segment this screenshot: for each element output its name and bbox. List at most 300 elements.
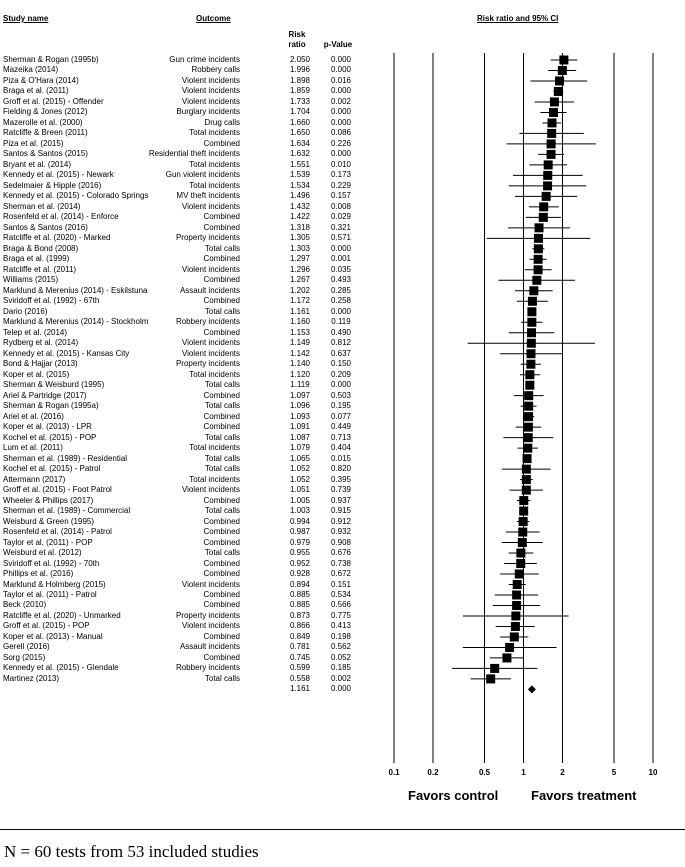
study-risk-ratio: 0.885 [289, 589, 311, 599]
study-name: Bond & Hajjar (2013) [3, 359, 78, 369]
footnote: N = 60 tests from 53 included studies [4, 842, 259, 861]
study-p-value: 0.002 [330, 673, 352, 683]
study-risk-ratio: 1.534 [289, 180, 311, 190]
point-estimate [519, 507, 528, 516]
study-risk-ratio: 1.003 [289, 506, 311, 516]
study-p-value: 0.029 [330, 212, 352, 222]
point-estimate [534, 234, 543, 243]
study-name: Piza et al. (2015) [3, 138, 64, 148]
study-p-value: 0.395 [330, 474, 352, 484]
study-p-value: 0.503 [330, 390, 352, 400]
study-outcome: Property incidents [175, 359, 240, 369]
study-outcome: Combined [203, 631, 240, 641]
header-study-name: Study name [3, 14, 49, 23]
study-p-value: 0.000 [330, 65, 352, 75]
header-risk-ratio: Risk ratio [288, 30, 306, 49]
study-name: Kennedy et al. (2015) - Glendale [3, 663, 119, 673]
study-risk-ratio: 0.885 [289, 600, 311, 610]
study-name: Dario (2016) [3, 306, 48, 316]
study-outcome: Total calls [204, 506, 240, 516]
study-p-value: 0.198 [330, 631, 352, 641]
summary-diamond [528, 685, 536, 693]
point-estimate [490, 664, 499, 673]
study-name: Sherman & Rogan (1995b) [3, 55, 99, 64]
study-outcome: Assault incidents [179, 642, 240, 652]
point-estimate [547, 139, 556, 148]
study-outcome: Total calls [204, 548, 240, 558]
study-name: Sherman et al. (1989) - Residential [3, 453, 128, 463]
study-p-value: 0.077 [330, 411, 352, 421]
study-outcome: Total calls [204, 306, 240, 316]
study-risk-ratio: 1.079 [289, 443, 311, 453]
study-risk-ratio: 0.866 [289, 621, 311, 631]
study-outcome: Combined [203, 527, 240, 537]
study-name: Sherman & Weisburd (1995) [3, 380, 105, 390]
point-estimate [486, 674, 495, 683]
point-estimate [558, 66, 567, 75]
study-risk-ratio: 1.120 [289, 369, 311, 379]
study-name: Piza & O'Hara (2014) [3, 75, 79, 85]
study-p-value: 0.000 [330, 306, 352, 316]
study-p-value: 0.637 [330, 348, 352, 358]
point-estimate [543, 171, 552, 180]
study-name: Wheeler & Phillips (2017) [3, 495, 94, 505]
point-estimate [512, 590, 521, 599]
study-name: Marklund & Holmberg (2015) [3, 579, 106, 589]
study-outcome: Total calls [204, 401, 240, 411]
study-name: Martinez (2013) [3, 673, 60, 683]
study-p-value: 0.676 [330, 548, 352, 558]
point-estimate [532, 276, 541, 285]
study-outcome: Drug calls [204, 117, 240, 127]
study-risk-ratio: 0.994 [289, 516, 311, 526]
point-estimate [525, 381, 534, 390]
study-risk-ratio: 1.733 [289, 96, 311, 106]
study-risk-ratio: 0.928 [289, 569, 311, 578]
tick-label: 2 [560, 768, 565, 777]
study-p-value: 0.258 [330, 296, 352, 306]
study-name: Taylor et al. (2011) - POP [3, 537, 93, 547]
study-outcome: Combined [203, 138, 240, 148]
study-p-value: 0.086 [330, 128, 352, 138]
study-risk-ratio: 1.097 [289, 390, 311, 400]
point-estimate [510, 632, 519, 641]
study-name: Ariel & Partridge (2017) [3, 390, 87, 400]
point-estimate [518, 538, 527, 547]
point-estimate [534, 255, 543, 264]
study-name: Groff et al. (2015) - Foot Patrol [3, 485, 112, 495]
study-outcome: Assault incidents [179, 285, 240, 295]
study-outcome: Combined [203, 516, 240, 526]
study-outcome: Burglary incidents [176, 107, 240, 117]
study-outcome: Total incidents [189, 180, 240, 190]
study-outcome: Violent incidents [181, 348, 240, 358]
point-estimate [502, 653, 511, 662]
study-outcome: Combined [203, 422, 240, 432]
study-risk-ratio: 1.119 [290, 380, 310, 390]
study-risk-ratio: 1.096 [289, 401, 311, 411]
study-outcome: Total incidents [189, 369, 240, 379]
study-outcome: Total incidents [189, 128, 240, 138]
study-p-value: 0.937 [330, 495, 352, 505]
summary-risk-ratio: 1.161 [289, 684, 311, 694]
study-p-value: 0.015 [330, 453, 352, 463]
study-name: Taylor et al. (2011) - Patrol [3, 589, 97, 599]
point-estimate [524, 433, 533, 442]
study-p-value: 0.119 [331, 317, 351, 327]
point-estimate [518, 528, 527, 537]
study-name: Santos & Santos (2015) [3, 149, 88, 159]
study-p-value: 0.908 [330, 537, 352, 547]
study-risk-ratio: 1.432 [289, 201, 311, 211]
study-name: Sherman et al. (2014) [3, 201, 81, 211]
point-estimate [516, 559, 525, 568]
point-estimate [548, 118, 557, 127]
tick-label: 10 [648, 768, 658, 777]
study-outcome: Combined [203, 390, 240, 400]
point-estimate [524, 412, 533, 421]
study-risk-ratio: 1.704 [289, 107, 311, 117]
study-outcome: Property incidents [175, 610, 240, 620]
point-estimate [547, 129, 556, 138]
header-p-value: p-Value [323, 40, 353, 49]
point-estimate [527, 328, 536, 337]
study-outcome: Combined [203, 275, 240, 285]
point-estimate [524, 423, 533, 432]
study-name: Rydberg et al. (2014) [3, 338, 79, 348]
study-outcome: Gun violent incidents [165, 170, 240, 180]
study-p-value: 0.185 [330, 663, 352, 673]
tick-label: 1 [521, 768, 526, 777]
point-estimate [525, 370, 534, 379]
study-name: Bryant et al. (2014) [3, 159, 72, 169]
study-p-value: 0.000 [330, 55, 352, 64]
study-p-value: 0.713 [330, 432, 352, 442]
study-risk-ratio: 1.172 [289, 296, 311, 306]
study-name: Mazerolle et al. (2000) [3, 117, 83, 127]
study-risk-ratio: 0.979 [289, 537, 311, 547]
study-name: Phillips et al. (2016) [3, 569, 74, 578]
study-name: Sorg (2015) [3, 652, 46, 662]
study-name: Kennedy et al. (2015) - Colorado Springs [3, 191, 149, 201]
study-risk-ratio: 1.539 [289, 170, 311, 180]
study-risk-ratio: 1.052 [289, 464, 311, 474]
study-outcome: Violent incidents [181, 621, 240, 631]
point-estimate [539, 213, 548, 222]
point-estimate [527, 307, 536, 316]
study-risk-ratio: 1.303 [289, 243, 311, 253]
study-risk-ratio: 1.650 [289, 128, 311, 138]
study-p-value: 0.812 [330, 338, 352, 348]
point-estimate [535, 223, 544, 232]
study-outcome: Violent incidents [181, 75, 240, 85]
study-p-value: 0.566 [330, 600, 352, 610]
study-outcome: Total calls [204, 453, 240, 463]
study-p-value: 0.209 [330, 369, 352, 379]
study-outcome: Violent incidents [181, 338, 240, 348]
study-risk-ratio: 1.065 [289, 453, 311, 463]
point-estimate [526, 349, 535, 358]
study-outcome: Total calls [204, 673, 240, 683]
study-risk-ratio: 0.955 [289, 548, 311, 558]
study-name: Ariel et al. (2016) [3, 411, 64, 421]
study-name: Sviridoff et al. (1992) - 67th [3, 296, 100, 306]
study-name: Braga et al. (2011) [3, 86, 69, 96]
study-risk-ratio: 0.745 [289, 652, 311, 662]
study-name: Sedelmaier & Hipple (2016) [3, 180, 102, 190]
favors-control-label: Favors control [408, 788, 499, 803]
point-estimate [526, 360, 535, 369]
study-risk-ratio: 1.093 [289, 411, 311, 421]
study-risk-ratio: 1.140 [289, 359, 311, 369]
study-name: Marklund & Merenius (2014) - Eskilstuna [3, 285, 148, 295]
study-name: Ratcliffe et al. (2020) - Unmarked [3, 610, 121, 620]
study-p-value: 0.413 [330, 621, 352, 631]
study-risk-ratio: 1.142 [289, 348, 311, 358]
point-estimate [522, 475, 531, 484]
study-risk-ratio: 0.781 [289, 642, 311, 652]
study-name: Koper et al. (2013) - Manual [3, 631, 103, 641]
study-p-value: 0.010 [330, 159, 352, 169]
point-estimate [527, 318, 536, 327]
study-risk-ratio: 1.297 [289, 254, 311, 264]
point-estimate [544, 160, 553, 169]
study-risk-ratio: 1.267 [289, 275, 311, 285]
point-estimate [528, 297, 537, 306]
study-risk-ratio: 0.849 [289, 631, 311, 641]
point-estimate [511, 622, 520, 631]
study-p-value: 0.321 [330, 222, 352, 232]
study-p-value: 0.534 [330, 589, 352, 599]
study-outcome: Property incidents [175, 233, 240, 243]
point-estimate [505, 643, 514, 652]
study-risk-ratio: 0.894 [289, 579, 311, 589]
study-p-value: 0.672 [330, 569, 352, 578]
study-p-value: 0.820 [330, 464, 352, 474]
study-name: Braga & Bond (2008) [3, 243, 79, 253]
study-outcome: Combined [203, 569, 240, 578]
study-outcome: Violent incidents [181, 96, 240, 106]
study-p-value: 0.151 [330, 579, 352, 589]
tick-label: 0.5 [478, 768, 491, 777]
study-outcome: Combined [203, 652, 240, 662]
point-estimate [555, 76, 564, 85]
point-estimate [512, 601, 521, 610]
study-name: Kennedy et al. (2015) - Newark [3, 170, 114, 180]
tick-label: 0.2 [427, 768, 439, 777]
study-p-value: 0.016 [330, 75, 352, 85]
study-outcome: Gun crime incidents [169, 55, 240, 64]
study-outcome: Combined [203, 254, 240, 264]
point-estimate [529, 286, 538, 295]
study-risk-ratio: 1.318 [289, 222, 311, 232]
study-p-value: 0.150 [330, 359, 352, 369]
study-outcome: Residential theft incidents [148, 149, 240, 159]
study-name: Rosenfeld et al. (2014) - Enforce [3, 212, 119, 222]
study-p-value: 0.490 [330, 327, 352, 337]
study-name: Mazeika (2014) [3, 65, 59, 75]
study-name: Ratcliffe & Breen (2011) [3, 128, 88, 138]
study-outcome: Combined [203, 589, 240, 599]
study-name: Sherman & Rogan (1995a) [3, 401, 99, 411]
point-estimate [549, 108, 558, 117]
point-estimate [522, 465, 531, 474]
study-risk-ratio: 1.091 [289, 422, 311, 432]
point-estimate [550, 97, 559, 106]
study-p-value: 0.932 [330, 527, 352, 537]
point-estimate [523, 454, 532, 463]
study-name: Kennedy et al. (2015) - Kansas City [3, 348, 130, 358]
study-p-value: 0.449 [330, 422, 352, 432]
study-name: Lum et al. (2011) [3, 443, 63, 453]
study-name: Sviridoff et al. (1992) - 70th [3, 558, 100, 568]
study-outcome: Combined [203, 212, 240, 222]
study-p-value: 0.229 [330, 180, 352, 190]
study-p-value: 0.035 [330, 264, 352, 274]
point-estimate [519, 496, 528, 505]
study-name: Williams (2015) [3, 275, 59, 285]
study-name: Koper et al. (2015) [3, 369, 70, 379]
point-estimate [511, 611, 520, 620]
study-risk-ratio: 1.153 [289, 327, 311, 337]
study-p-value: 0.001 [330, 254, 352, 264]
header-outcome: Outcome [196, 14, 231, 23]
point-estimate [524, 402, 533, 411]
study-name: Telep et al. (2014) [3, 327, 68, 337]
study-outcome: Total calls [204, 243, 240, 253]
study-risk-ratio: 1.496 [289, 191, 311, 201]
study-outcome: Violent incidents [181, 201, 240, 211]
study-outcome: Total calls [204, 464, 240, 474]
study-outcome: Total calls [204, 380, 240, 390]
study-outcome: Combined [203, 222, 240, 232]
point-estimate [534, 244, 543, 253]
point-estimate [515, 570, 524, 579]
study-risk-ratio: 1.660 [289, 117, 311, 127]
study-risk-ratio: 1.160 [289, 317, 311, 327]
study-p-value: 0.562 [330, 642, 352, 652]
study-outcome: Robbery calls [191, 65, 240, 75]
study-name: Rosenfeld et al. (2014) - Patrol [3, 527, 112, 537]
study-risk-ratio: 1.296 [289, 264, 311, 274]
study-p-value: 0.008 [330, 201, 352, 211]
study-name: Weisburd & Green (1995) [3, 516, 95, 526]
study-outcome: Robbery incidents [175, 317, 240, 327]
study-name: Groff et al. (2015) - POP [3, 621, 90, 631]
study-outcome: Violent incidents [181, 264, 240, 274]
study-outcome: Total calls [204, 432, 240, 442]
study-risk-ratio: 1.551 [289, 159, 311, 169]
study-name: Santos & Santos (2016) [3, 222, 88, 232]
point-estimate [527, 339, 536, 348]
study-outcome: Total incidents [189, 474, 240, 484]
study-p-value: 0.912 [330, 516, 352, 526]
study-risk-ratio: 1.087 [289, 432, 311, 442]
study-risk-ratio: 0.987 [289, 527, 311, 537]
study-p-value: 0.739 [330, 485, 352, 495]
study-p-value: 0.000 [330, 149, 352, 159]
study-outcome: Combined [203, 411, 240, 421]
study-outcome: MV theft incidents [176, 191, 240, 201]
study-outcome: Combined [203, 600, 240, 610]
study-name: Koper et al. (2013) - LPR [3, 422, 92, 432]
point-estimate [516, 549, 525, 558]
study-outcome: Robbery incidents [175, 663, 240, 673]
study-risk-ratio: 1.005 [289, 495, 311, 505]
point-estimate [543, 181, 552, 190]
point-estimate [513, 580, 522, 589]
study-p-value: 0.404 [330, 443, 352, 453]
study-name: Ratcliffe et al. (2020) - Marked [3, 233, 111, 243]
study-p-value: 0.000 [330, 86, 352, 96]
point-estimate [547, 150, 556, 159]
study-p-value: 0.000 [330, 117, 352, 127]
study-risk-ratio: 1.161 [289, 306, 311, 316]
study-name: Kochel et al. (2015) - POP [3, 432, 97, 442]
point-estimate [554, 87, 563, 96]
study-p-value: 0.493 [330, 275, 352, 285]
study-risk-ratio: 0.873 [289, 610, 311, 620]
study-name: Attermann (2017) [3, 474, 66, 484]
study-risk-ratio: 1.898 [289, 75, 311, 85]
study-p-value: 0.000 [330, 380, 352, 390]
study-name: Marklund & Merenius (2014) - Stockholm [3, 317, 149, 327]
study-name: Kochel et al. (2015) - Patrol [3, 464, 101, 474]
point-estimate [524, 391, 533, 400]
study-risk-ratio: 1.202 [289, 285, 311, 295]
study-p-value: 0.285 [330, 285, 352, 295]
point-estimate [519, 517, 528, 526]
point-estimate [542, 192, 551, 201]
study-outcome: Violent incidents [181, 485, 240, 495]
header-risk-ratio-ci: Risk ratio and 95% CI [477, 14, 559, 23]
point-estimate [534, 265, 543, 274]
tick-label: 5 [611, 768, 617, 777]
study-name: Groff et al. (2015) - Offender [3, 96, 104, 106]
study-outcome: Combined [203, 327, 240, 337]
study-name: Fielding & Jones (2012) [3, 107, 88, 117]
study-p-value: 0.000 [330, 107, 352, 117]
study-p-value: 0.002 [330, 96, 352, 106]
study-name: Gerell (2016) [3, 642, 50, 652]
study-p-value: 0.195 [330, 401, 352, 411]
study-risk-ratio: 2.050 [289, 55, 311, 64]
study-name: Beck (2010) [3, 600, 47, 610]
study-outcome: Combined [203, 495, 240, 505]
study-name: Ratcliffe et al. (2011) [3, 264, 77, 274]
study-outcome: Combined [203, 537, 240, 547]
study-risk-ratio: 1.149 [289, 338, 311, 348]
study-risk-ratio: 1.859 [289, 86, 311, 96]
study-risk-ratio: 1.632 [289, 149, 311, 159]
study-outcome: Violent incidents [181, 579, 240, 589]
bottom-rule [0, 829, 685, 830]
study-p-value: 0.226 [330, 138, 352, 148]
study-name: Braga et al. (1999) [3, 254, 70, 264]
point-estimate [539, 202, 548, 211]
study-name: Weisburd et al. (2012) [3, 548, 82, 558]
point-estimate [523, 444, 532, 453]
study-outcome: Violent incidents [181, 86, 240, 96]
study-risk-ratio: 1.051 [289, 485, 311, 495]
study-name: Sherman et al. (1989) - Commercial [3, 506, 131, 516]
study-outcome: Combined [203, 296, 240, 306]
study-risk-ratio: 1.634 [289, 138, 311, 148]
study-outcome: Combined [203, 558, 240, 568]
study-outcome: Total incidents [189, 443, 240, 453]
study-p-value: 0.915 [330, 506, 352, 516]
study-risk-ratio: 0.952 [289, 558, 311, 568]
